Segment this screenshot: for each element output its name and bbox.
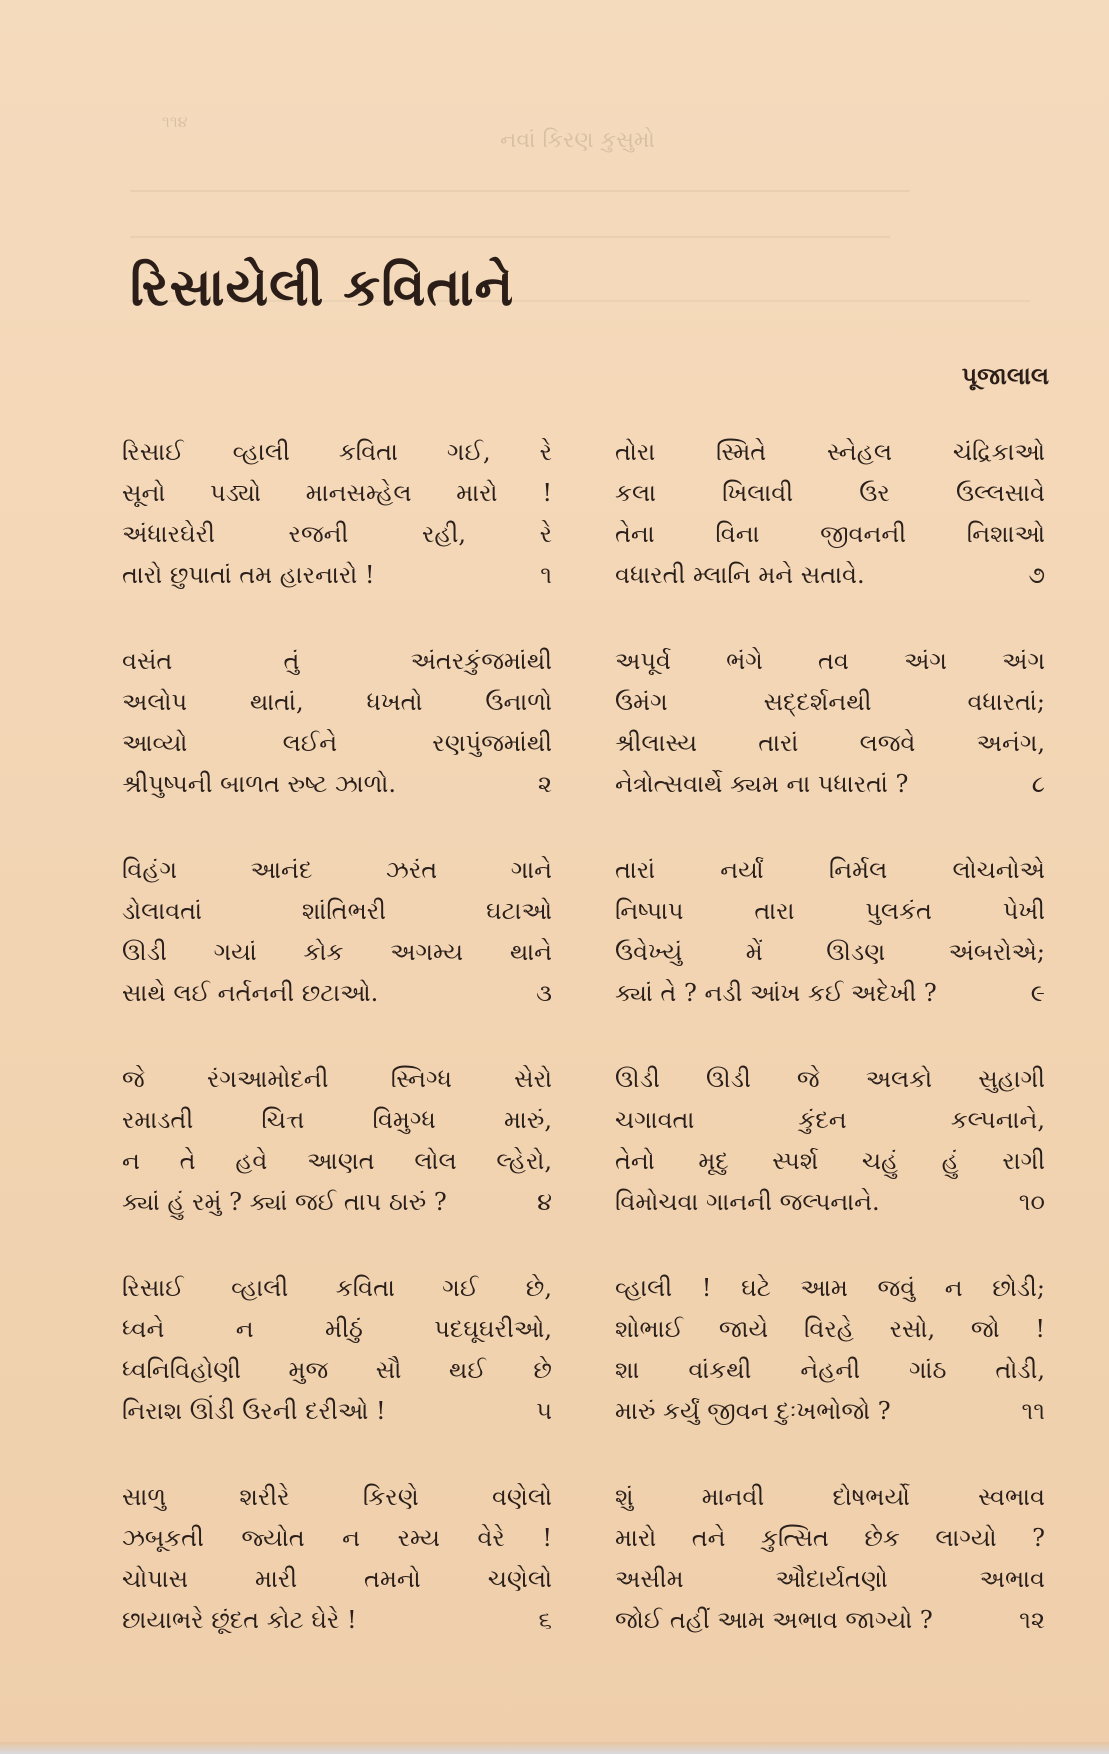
poem-line: ઉવેખ્યું મેં ઊડણ અંબરોએ;	[615, 938, 1045, 966]
poem-line-text: સાથે લઈ નર્તનની છટાઓ.	[122, 979, 379, 1007]
right-column	[615, 432, 1045, 1686]
poem-line	[122, 973, 552, 1014]
poem-line: સૂનો પડ્યો માનસમ્હેલ મારો !	[122, 479, 552, 507]
poem-line: અલોપ થાતાં, ધખતો ઉનાળો	[122, 688, 552, 716]
poem-line: વિહંગ આનંદ ઝરંત ગાને	[122, 856, 552, 884]
poem-line: શ્રીલાસ્ય તારાં લજવે અનંગ,	[615, 729, 1045, 757]
poem-line: તેના વિના જીવનની નિશાઓ	[615, 520, 1045, 548]
stanza	[615, 1059, 1045, 1223]
poem-line: રિસાઈ વ્હાલી કવિતા ગઈ, રે	[122, 438, 552, 466]
poem-line: સાળુ શરીરે કિરણે વણેલો	[122, 1483, 552, 1511]
poem-line: આવ્યો લઈને રણપુંજમાંથી	[122, 729, 552, 757]
poem-line: તોરા સ્મિતે સ્નેહલ ચંદ્રિકાઓ	[615, 438, 1045, 466]
poem-line: ઊડી ગયાં કોક અગમ્ય થાને	[122, 938, 552, 966]
poem-line: કલા ખિલાવી ઉર ઉલ્લસાવે	[615, 479, 1045, 507]
stanza-number: ૧	[540, 561, 552, 589]
poem-line	[122, 1391, 552, 1432]
poem-line	[615, 973, 1045, 1014]
stanza-number: ૩	[536, 979, 552, 1007]
poem-line: તારાં નર્યાં નિર્મલ લોચનોએ	[615, 856, 1045, 884]
poem-line	[122, 1182, 552, 1223]
poem-line: ચોપાસ મારી તમનો ચણેલો	[122, 1565, 552, 1593]
poem-line: ચગાવતા કુંદન કલ્પનાને,	[615, 1106, 1045, 1134]
poem-line: ન તે હવે આણત લોલ લ્હેરો,	[122, 1147, 552, 1175]
stanza-number: ૨	[537, 770, 552, 798]
stanza-number: ૬	[538, 1606, 552, 1634]
stanza	[122, 641, 552, 805]
poem-line: શોભાઈ જાયે વિરહે રસો, જો !	[615, 1315, 1045, 1343]
stanza	[122, 432, 552, 596]
stanza-number: ૧૦	[1018, 1188, 1045, 1216]
poem-title: રિસાયેલી કવિતાને	[130, 258, 515, 318]
poem-line-text: નેત્રોત્સવાર્થે ક્યમ ના પધારતાં ?	[615, 770, 909, 798]
page-bottom-edge	[0, 1742, 1109, 1754]
show-through-line	[130, 236, 890, 238]
poem-line-text: ક્યાં હું રમું ? ક્યાં જઈ તાપ ઠારું ?	[122, 1188, 447, 1216]
stanza-number: ૫	[536, 1397, 552, 1425]
poem-line	[615, 1600, 1045, 1641]
stanza	[615, 1268, 1045, 1432]
poem-line: ધ્વનિવિહોણી મુજ સૌ થઈ છે	[122, 1356, 552, 1384]
left-column	[122, 432, 552, 1686]
poem-line: નિષ્પાપ તારા પુલકંત પેખી	[615, 897, 1045, 925]
stanza	[122, 1477, 552, 1641]
poem-line	[615, 555, 1045, 596]
stanza-number: ૧૧	[1021, 1397, 1045, 1425]
stanza-number: ૯	[1030, 979, 1045, 1007]
poem-line-text: શ્રીપુષ્પની બાળત રુષ્ટ ઝાળો.	[122, 770, 396, 798]
poem-line	[122, 1600, 552, 1641]
poem-line: અસીમ ઔદાર્યતણો અભાવ	[615, 1565, 1045, 1593]
poem-line	[122, 764, 552, 805]
poem-line	[615, 764, 1045, 805]
stanza-number: ૪	[537, 1188, 552, 1216]
poem-line	[615, 1182, 1045, 1223]
stanza	[122, 1268, 552, 1432]
poem-line: ઝબૂકતી જ્યોત ન રમ્ય વેરે !	[122, 1524, 552, 1552]
poem-line	[615, 1391, 1045, 1432]
poem-line: અંધારઘેરી રજની રહી, રે	[122, 520, 552, 548]
poem-line: વ્હાલી ! ઘટે આમ જવું ન છોડી;	[615, 1274, 1045, 1302]
poem-line: શા વાંકથી નેહની ગાંઠ તોડી,	[615, 1356, 1045, 1384]
poem-line	[122, 555, 552, 596]
stanza	[122, 1059, 552, 1223]
poem-line: શું માનવી દોષભર્યો સ્વભાવ	[615, 1483, 1045, 1511]
show-through-line	[130, 190, 910, 192]
poem-line: રમાડતી ચિત્ત વિમુગ્ધ મારું,	[122, 1106, 552, 1134]
stanza	[615, 1477, 1045, 1641]
stanza	[615, 432, 1045, 596]
poem-line: ઊડી ઊડી જે અલકો સુહાગી	[615, 1065, 1045, 1093]
page-number: ૧૧૪	[162, 112, 188, 131]
poem-line: મારો તને કુત્સિત છેક લાગ્યો ?	[615, 1524, 1045, 1552]
poem-line: ધ્વને ન મીઠું પદઘૂઘરીઓ,	[122, 1315, 552, 1343]
poem-line-text: વધારતી મ્લાનિ મને સતાવે.	[615, 561, 865, 589]
stanza	[615, 850, 1045, 1014]
stanza-number: ૭	[1028, 561, 1045, 589]
poem-line-text: જોઈ તહીં આમ અભાવ જાગ્યો ?	[615, 1606, 933, 1634]
poem-line: તેનો મૃદુ સ્પર્શ ચહું હું રાગી	[615, 1147, 1045, 1175]
poem-line: રિસાઈ વ્હાલી કવિતા ગઈ છે,	[122, 1274, 552, 1302]
poem-line: ઉમંગ સદ્દર્શનથી વધારતાં;	[615, 688, 1045, 716]
poem-line-text: વિમોચવા ગાનની જલ્પનાને.	[615, 1188, 880, 1216]
poem-author: પૂજાલાલ	[961, 362, 1049, 390]
poem-line: જે રંગઆમોદની સ્નિગ્ધ સેરો	[122, 1065, 552, 1093]
stanza-number: ૮	[1031, 770, 1045, 798]
poem-line-text: મારું કર્યું જીવન દુઃખભોજો ?	[615, 1397, 891, 1425]
poem-line: ડોલાવતાં શાંતિભરી ઘટાઓ	[122, 897, 552, 925]
poem-line-text: તારો છુપાતાં તમ હારનારો !	[122, 561, 375, 589]
stanza	[122, 850, 552, 1014]
poem-line-text: નિરાશ ઊંડી ઉરની દરીઓ !	[122, 1397, 386, 1425]
running-head: નવાં કિરણ કુસુમો	[500, 128, 655, 153]
poem-line: વસંત તું અંતરકુંજમાંથી	[122, 647, 552, 675]
poem-line-text: ક્યાં તે ? નડી આંખ કઈ અદેખી ?	[615, 979, 937, 1007]
poem-line-text: છાયાભરે છૂંદત કોટ ઘેરે !	[122, 1606, 357, 1634]
poem-line: અપૂર્વ ભંગે તવ અંગ અંગ	[615, 647, 1045, 675]
stanza	[615, 641, 1045, 805]
stanza-number: ૧૨	[1019, 1606, 1045, 1634]
